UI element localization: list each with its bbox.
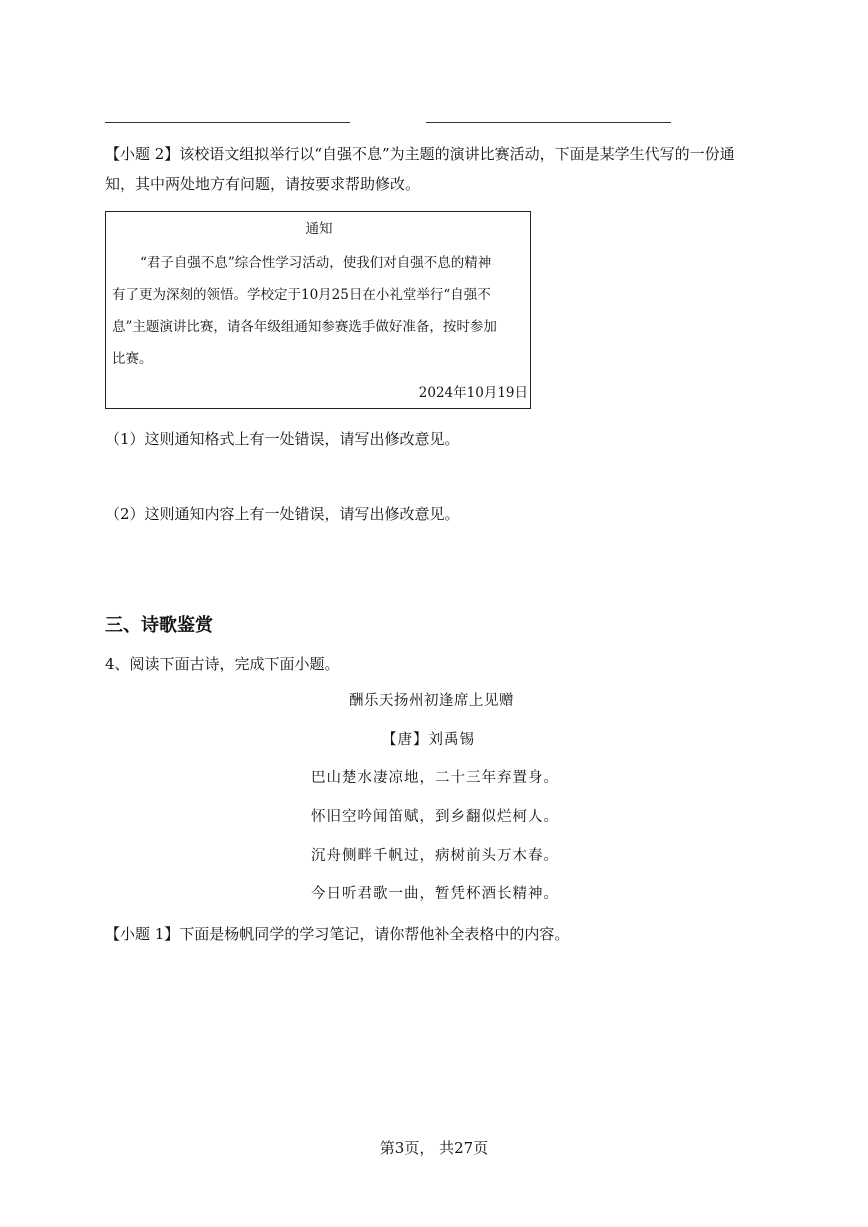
sub-question-2: （2）这则通知内容上有一处错误，请写出修改意见。 bbox=[105, 505, 460, 523]
question-4: 4、阅读下面古诗，完成下面小题。 bbox=[105, 655, 340, 673]
notice-line-2: 有了更为深刻的领悟。学校定于10月25日在小礼堂举行“自强不 bbox=[112, 287, 491, 303]
poem-line-4: 今日听君歌一曲，暂凭杯酒长精神。 bbox=[311, 886, 559, 902]
poem-title: 酬乐天扬州初逢席上见赠 bbox=[349, 693, 514, 709]
poem-line-3: 沉舟侧畔千帆过，病树前头万木春。 bbox=[311, 848, 559, 864]
answer-blank-line-2 bbox=[426, 122, 671, 123]
sub-question-q1: 【小题 1】下面是杨帆同学的学习笔记，请你帮他补全表格中的内容。 bbox=[105, 925, 570, 943]
poem-line-1: 巴山楚水凄凉地，二十三年弃置身。 bbox=[311, 770, 559, 786]
notice-title: 通知 bbox=[305, 221, 333, 237]
page-footer: 第3页， 共27页 bbox=[379, 1139, 489, 1157]
poem-line-2: 怀旧空吟闻笛赋，到乡翻似烂柯人。 bbox=[311, 809, 559, 825]
notice-line-4: 比赛。 bbox=[112, 351, 153, 367]
section-title: 三、诗歌鉴赏 bbox=[105, 615, 213, 636]
notice-line-1: “君子自强不息”综合性学习活动，使我们对自强不息的精神 bbox=[140, 255, 492, 271]
sub-question-1: （1）这则通知格式上有一处错误，请写出修改意见。 bbox=[105, 430, 460, 448]
q2-text-line-2: 知，其中两处地方有问题，请按要求帮助修改。 bbox=[105, 175, 421, 193]
notice-line-3: 息”主题演讲比赛，请各年级组通知参赛选手做好准备，按时参加 bbox=[112, 319, 497, 335]
poem-author: 【唐】刘禹锡 bbox=[382, 732, 475, 748]
notice-box bbox=[105, 211, 531, 409]
answer-blank-line-1 bbox=[105, 122, 350, 123]
q2-text-line-1: 【小题 2】该校语文组拟举行以“自强不息”为主题的演讲比赛活动，下面是某学生代写的一份通 bbox=[105, 145, 735, 163]
notice-date: 2024年10月19日 bbox=[418, 385, 528, 401]
